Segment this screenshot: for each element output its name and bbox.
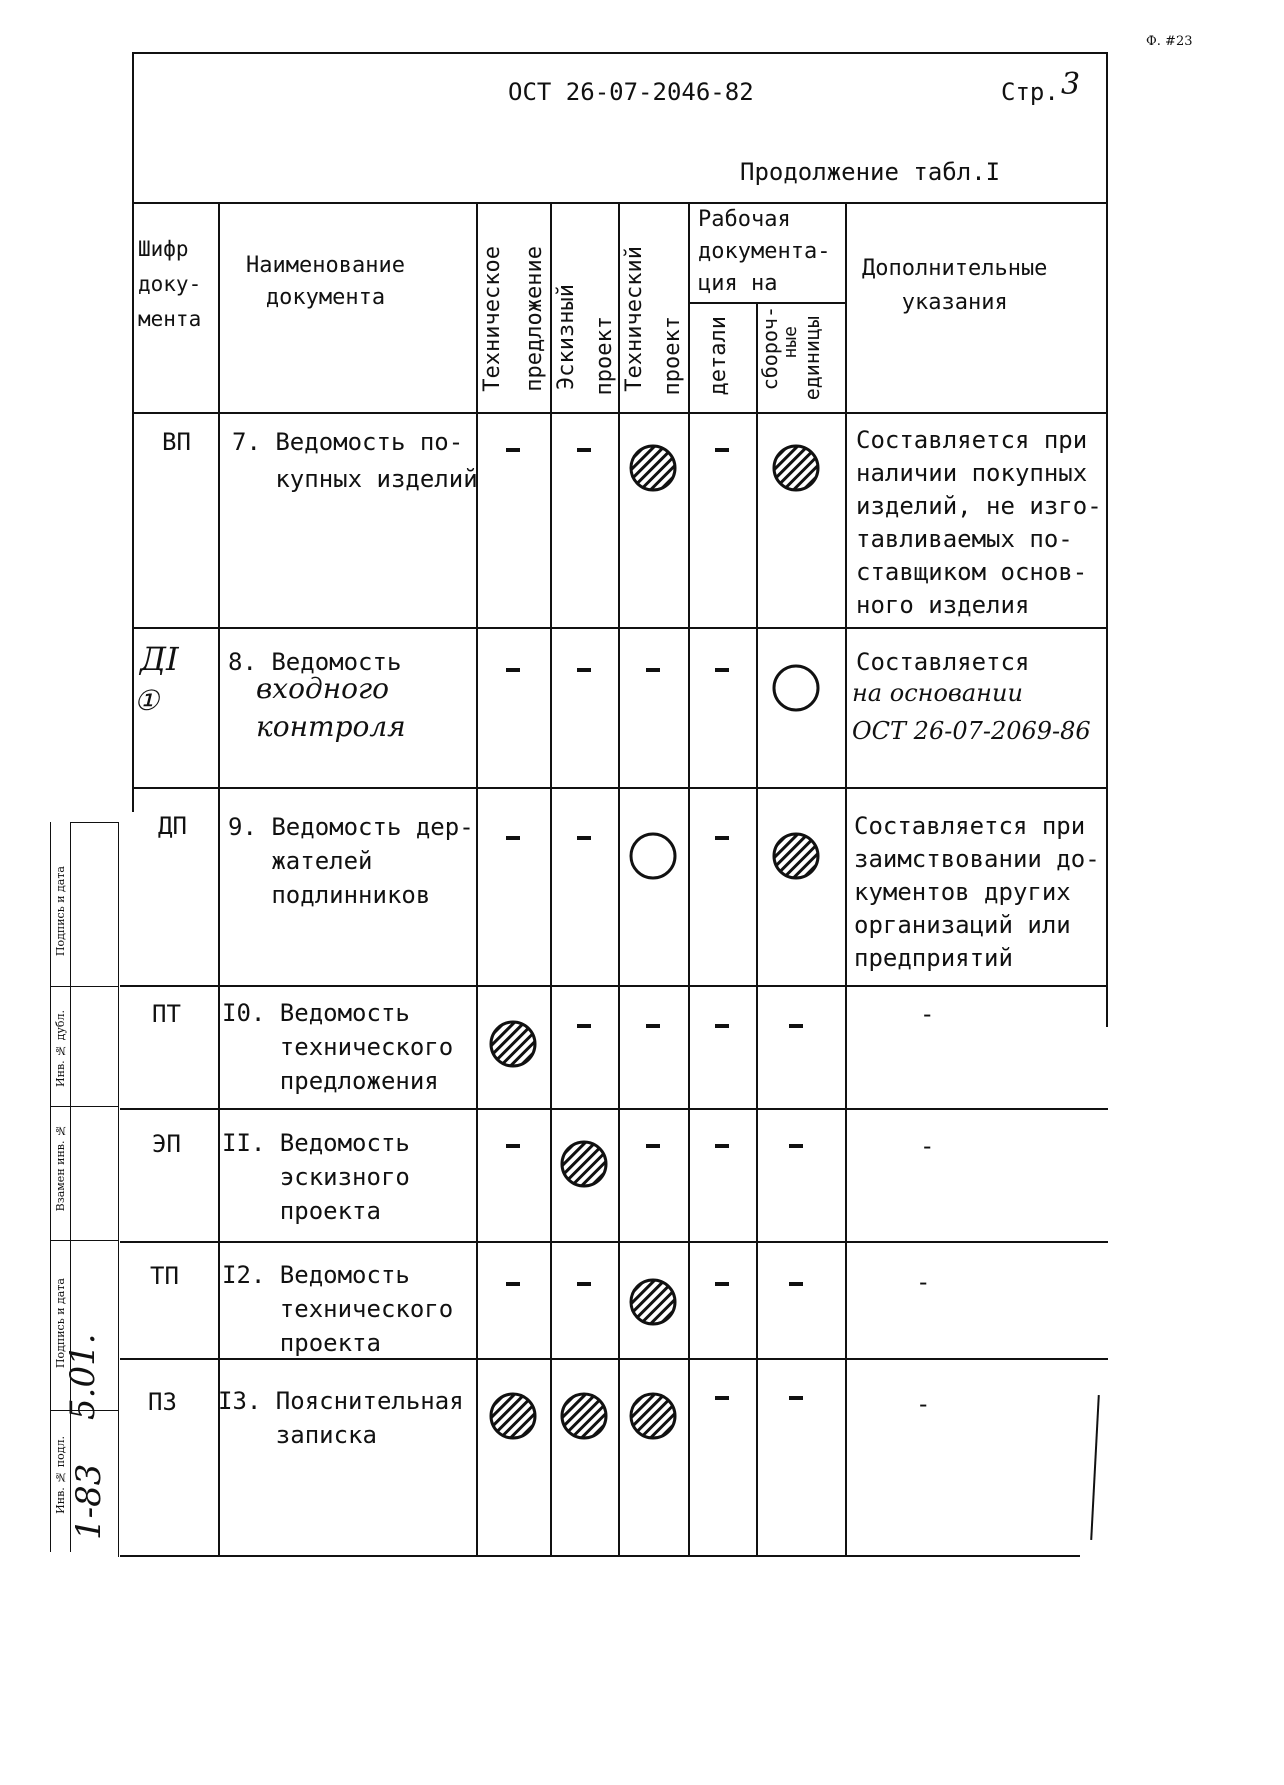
col-header-tech-project-1: Технический	[622, 246, 647, 392]
hatched-circle-mark	[627, 1390, 679, 1442]
dash-mark	[789, 1024, 803, 1028]
stamp-div-3	[50, 1240, 118, 1241]
stamp-div-2	[50, 1106, 118, 1107]
row-line-3	[120, 985, 1108, 987]
row-code: ПЗ	[148, 1388, 177, 1416]
dash-mark	[577, 1282, 591, 1286]
stamp-label-original-inventory: Инв. № подл.	[54, 1436, 67, 1514]
stamp-label-dup-inventory: Инв. № дубл.	[54, 1010, 67, 1087]
col-header-assembly-2: ные	[780, 326, 801, 359]
row-line-2	[132, 787, 1108, 789]
stamp-line-mid	[70, 822, 71, 1552]
dash-mark	[715, 1024, 729, 1028]
row-code-note: ①	[134, 684, 160, 717]
col-header-assembly-1: сбороч-	[758, 306, 782, 391]
col-line-4	[618, 202, 620, 1557]
frame-right-lower	[1090, 1395, 1100, 1540]
row-notes: Составляется при заимствовании до- кументов других организаций или предприятий	[854, 812, 1100, 972]
dash-mark	[715, 1144, 729, 1148]
dash-mark	[506, 1282, 520, 1286]
col-header-sketch-2: проект	[592, 316, 617, 396]
document-code: ОСТ 26-07-2046-82	[508, 78, 754, 106]
row-notes-handwritten: на основании ОСТ 26-07-2069-86	[852, 679, 1091, 745]
page-label: Стр.	[1001, 78, 1059, 106]
row-code: ПТ	[152, 1000, 181, 1028]
dash-mark	[715, 668, 729, 672]
hatched-circle-mark	[627, 442, 679, 494]
col-line-1	[218, 202, 220, 1557]
col-header-assembly-3: единицы	[800, 316, 824, 401]
stamp-div-1	[50, 986, 118, 987]
empty-circle-mark	[627, 830, 679, 882]
col-header-code: Шифр доку- мента	[138, 237, 202, 331]
dash-mark	[577, 836, 591, 840]
row-code: ДП	[158, 812, 187, 840]
stamp-line-inner	[118, 822, 119, 1557]
header-bottom	[132, 202, 1108, 204]
dash-mark	[646, 1024, 660, 1028]
stamp-inventory-number: 1-83	[69, 1463, 109, 1540]
col-line-7	[845, 202, 847, 1557]
row-name: I2. Ведомость технического проекта	[222, 1261, 454, 1357]
stamp-sign-date: 5.01.	[63, 1333, 103, 1420]
row-notes: Составляется при наличии покупных изделий, не изго- тавливаемых по- ставщиком основ- ного изделия	[856, 426, 1102, 619]
dash-mark	[506, 1144, 520, 1148]
row-notes: -	[916, 1390, 931, 1418]
dash-mark	[715, 448, 729, 452]
row-notes: -	[916, 1268, 931, 1296]
row-name: I3. Пояснительная записка	[218, 1387, 464, 1449]
dash-mark	[577, 448, 591, 452]
row-code: ВП	[162, 428, 191, 456]
table-bottom	[120, 1555, 1080, 1557]
stamp-label-replacement-inventory: Взамен инв. №	[54, 1124, 67, 1212]
row-name: I0. Ведомость технического предложения	[222, 999, 454, 1095]
col-header-tech-proposal-1: Техническое	[480, 246, 505, 392]
form-number: Ф. #23	[1146, 34, 1193, 49]
col-line-6	[756, 304, 758, 1557]
working-doc-divider	[688, 302, 846, 304]
page-number: 3	[1061, 67, 1081, 102]
hatched-circle-mark	[558, 1390, 610, 1442]
hatched-circle-mark	[487, 1390, 539, 1442]
col-line-2	[476, 202, 478, 1557]
row-name: 9. Ведомость дер- жателей подлинников	[228, 813, 474, 909]
stamp-line-outer	[50, 822, 51, 1552]
col-header-name: Наименование документа	[246, 253, 405, 310]
col-header-tech-proposal-2: предложение	[522, 246, 547, 392]
hatched-circle-mark	[558, 1138, 610, 1190]
hatched-circle-mark	[770, 830, 822, 882]
dash-mark	[646, 1144, 660, 1148]
dash-mark	[646, 668, 660, 672]
dash-mark	[715, 1396, 729, 1400]
row-name: 8. Ведомость	[228, 648, 402, 676]
hatched-circle-mark	[487, 1018, 539, 1070]
row-line-1	[132, 627, 1108, 629]
row-line-5	[120, 1241, 1108, 1243]
frame-right	[1106, 52, 1108, 1027]
dash-mark	[789, 1282, 803, 1286]
hatched-circle-mark	[627, 1276, 679, 1328]
row-code: ДI	[140, 640, 179, 678]
dash-mark	[789, 1396, 803, 1400]
row-code: ТП	[150, 1262, 179, 1290]
dash-mark	[506, 668, 520, 672]
col-header-sketch-1: Эскизный	[554, 284, 579, 390]
row-name: II. Ведомость эскизного проекта	[222, 1129, 410, 1225]
col-header-notes: Дополнительные указания	[862, 256, 1048, 315]
table-continuation: Продолжение табл.I	[740, 158, 1001, 186]
header-row-bottom	[132, 412, 1108, 414]
row-name: 7. Ведомость по- купных изделий	[232, 428, 478, 493]
stamp-label-signature-date-1: Подпись и дата	[54, 866, 67, 957]
row-line-4	[120, 1108, 1108, 1110]
col-header-parts: детали	[706, 316, 731, 396]
hatched-circle-mark	[770, 442, 822, 494]
stamp-top	[70, 822, 118, 823]
row-notes: -	[920, 1132, 935, 1160]
dash-mark	[506, 448, 520, 452]
col-header-working-docs: Рабочая документа- ция на	[698, 207, 831, 296]
dash-mark	[715, 836, 729, 840]
empty-circle-mark	[770, 662, 822, 714]
row-code: ЭП	[152, 1130, 181, 1158]
dash-mark	[506, 836, 520, 840]
dash-mark	[715, 1282, 729, 1286]
dash-mark	[577, 668, 591, 672]
dash-mark	[577, 1024, 591, 1028]
row-notes: Составляется	[856, 648, 1030, 676]
row-notes: -	[920, 1000, 935, 1028]
col-line-5	[688, 202, 690, 1557]
dash-mark	[789, 1144, 803, 1148]
row-name-handwritten: входного контроля	[256, 672, 406, 743]
col-line-3	[550, 202, 552, 1557]
stamp-label-signature-date-2: Подпись и дата	[54, 1278, 67, 1369]
col-header-tech-project-2: проект	[660, 316, 685, 396]
frame-top	[132, 52, 1108, 54]
